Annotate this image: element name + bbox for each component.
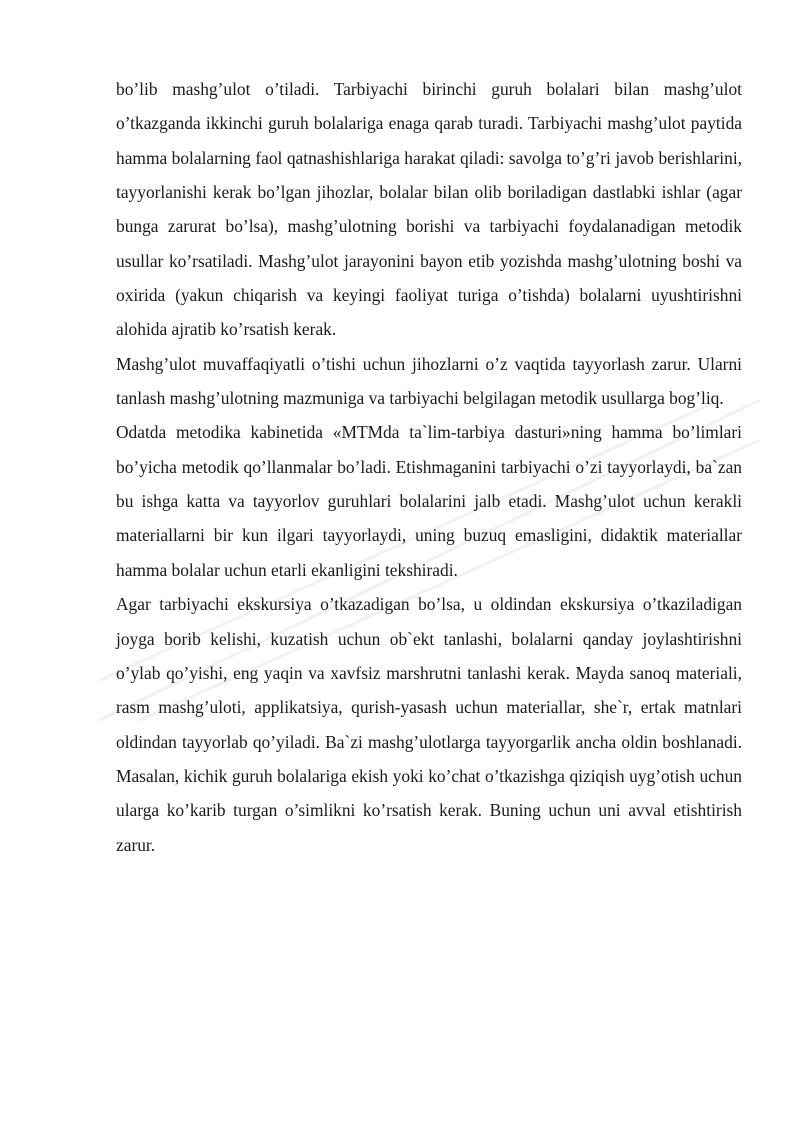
paragraph: Agar tarbiyachi ekskursiya o’tkazadigan bo’lsa, u oldindan ekskursiya o’tkaziladigan joyga borib kelishi, kuzatish uchun ob`ekt tanlashi, bolalarni qanday joylashtirishni o’ylab qo’yishi, eng yaqin va xavfsiz marshrutni tanlashi kerak. Mayda sanoq materiali, rasm mashg’uloti, applikatsiya, qurish-yasash uchun materiallar, she`r, ertak matnlari oldindan tayyorlab qo’yiladi. Ba`zi mashg’ulotlarga tayyorgarlik ancha oldin boshlanadi. Masalan, kichik guruh bolalariga ekish yoki ko’chat o’tkazishga qiziqish uyg’otish uchun ularga ko’karib turgan o’simlikni ko’rsatish kerak. Buning uchun uni avval etishtirish zarur. — [116, 594, 742, 855]
paragraph: Mashg’ulot muvaffaqiyatli o’tishi uchun jihozlarni o’z vaqtida tayyorlash zarur. Ularni tanlash mashg’ulotning mazmuniga va tarbiyachi belgilagan metodik usullarga bog’liq. — [116, 353, 742, 409]
body-text — [116, 72, 742, 862]
paragraph: Odatda metodika kabinetida «MTMda ta`lim-tarbiya dasturi»ning hamma bo’limlari bo’yicha metodik qo’llanmalar bo’ladi. Etishmaganini tarbiyachi o’zi tayyorlaydi, ba`zan bu ishga katta va tayyorlov guruhlari bolalarini jalb etadi. Mashg’ulot uchun kerakli materiallarni bir kun ilgari tayyorlaydi, uning buzuq emasligini, didaktik materiallar hamma bolalar uchun etarli ekanligini tekshiradi. — [116, 422, 742, 580]
paragraph: bo’lib mashg’ulot o’tiladi. Tarbiyachi birinchi guruh bolalari bilan mashg’ulot o’tkazganda ikkinchi guruh bolalariga enaga qarab turadi. Tarbiyachi mashg’ulot paytida hamma bolalarning faol qatnashishlariga harakat qiladi: savolga to’g’ri javob berishlarini, tayyorlanishi kerak bo’lgan jihozlar, bolalar bilan olib boriladigan dastlabki ishlar (agar bunga zarurat bo’lsa), mashg’ulotning borishi va tarbiyachi foydalanadigan metodik usullar ko’rsatiladi. Mashg’ulot jarayonini bayon etib yozishda mashg’ulotning boshi va oxirida (yakun chiqarish va keyingi faoliyat turiga o’tishda) bolalarni uyushtirishni alohida ajratib ko’rsatish kerak. — [116, 79, 742, 340]
